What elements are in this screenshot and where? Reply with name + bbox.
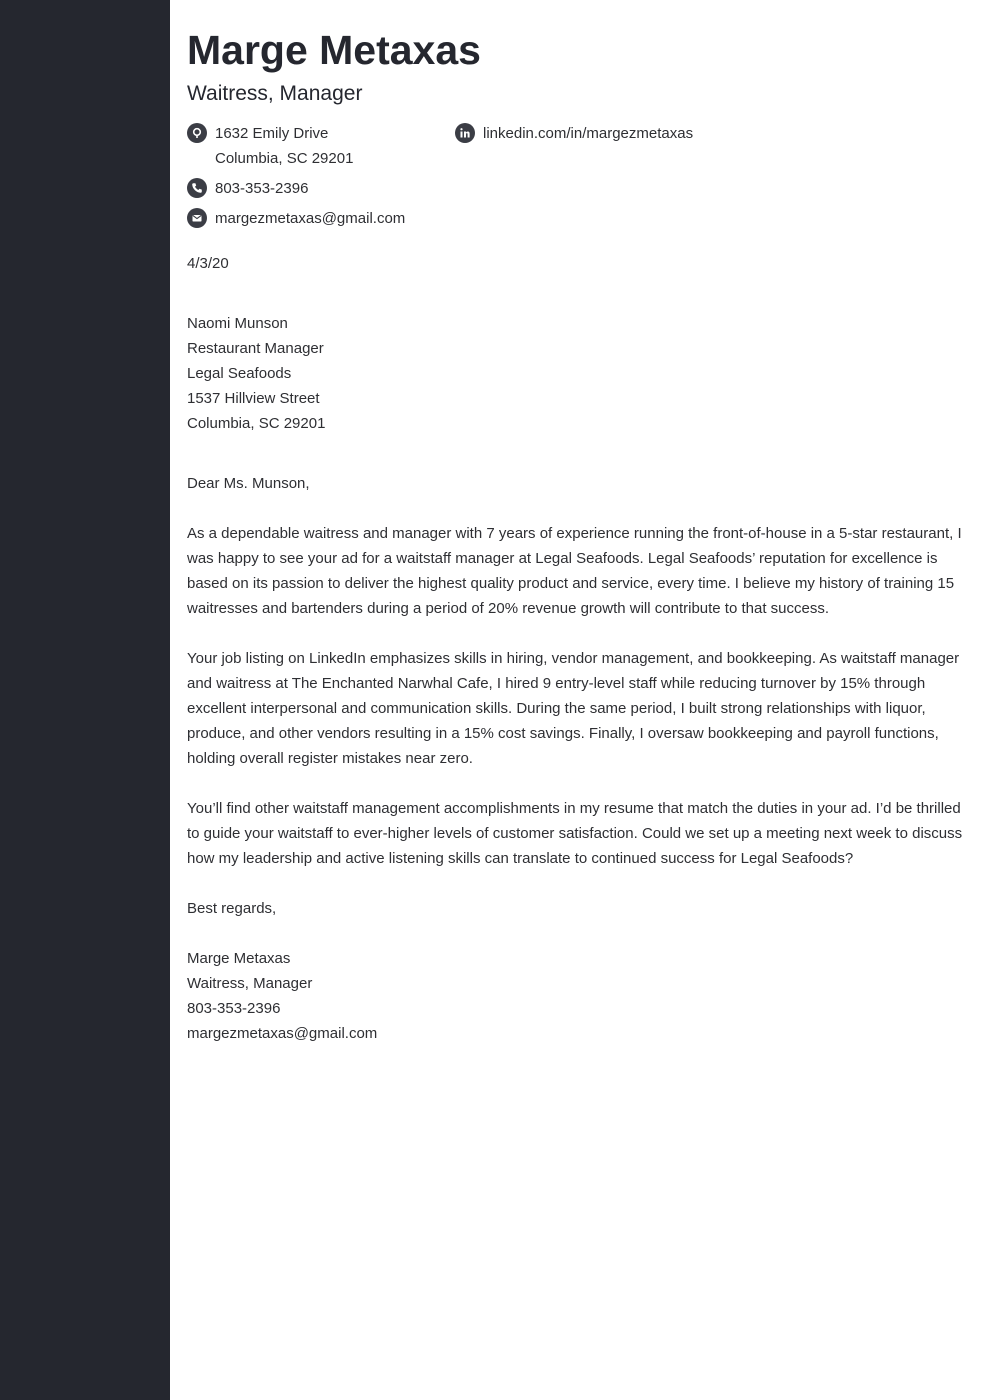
recipient-block: [187, 311, 325, 436]
recipient-street: 1537 Hillview Street: [187, 390, 320, 407]
recipient-city: Columbia, SC 29201: [187, 415, 326, 432]
location-icon: [187, 123, 207, 143]
email-link[interactable]: margezmetaxas@gmail.com: [215, 210, 406, 227]
letter-date: 4/3/20: [187, 255, 229, 272]
signature-email: margezmetaxas@gmail.com: [187, 1025, 378, 1042]
recipient-name: Naomi Munson: [187, 315, 288, 332]
recipient-role: Restaurant Manager: [187, 340, 324, 357]
address-text: [215, 121, 353, 171]
contact-address: [187, 121, 353, 171]
contact-linkedin[interactable]: [455, 121, 693, 146]
email-icon: [187, 208, 207, 228]
linkedin-icon: [455, 123, 475, 143]
applicant-name: Marge Metaxas: [187, 27, 481, 73]
contact-email[interactable]: [187, 206, 405, 231]
signature-block: [187, 946, 377, 1046]
address-line-2: Columbia, SC 29201: [215, 150, 354, 167]
letter-paragraph: As a dependable waitress and manager with 7 years of experience running the front-of-house in a 5-star restaurant, I was happy to see your ad for a waitstaff manager at Legal Seafoods. Legal Seafoods’ reputation for excellence is based on its passion to deliver the highest quality product and service, every time. I believe my history of training 15 waitresses and bartenders during a period of 20% revenue growth will contribute to that success.: [187, 525, 962, 617]
left-sidebar-band: [0, 0, 170, 1400]
letter-paragraph: Your job listing on LinkedIn emphasizes skills in hiring, vendor management, and bookkeeping. As waitstaff manager and waitress at The Enchanted Narwhal Cafe, I hired 9 entry-level staff while reducing turnover by 15% through excellent interpersonal and communication skills. During the same period, I built strong relationships with liquor, produce, and other vendors resulting in a 15% cost savings. Finally, I oversaw bookkeeping and payroll functions, holding overall register mistakes near zero.: [187, 650, 960, 767]
closing: Best regards,: [187, 900, 277, 917]
applicant-title: Waitress, Manager: [187, 82, 363, 105]
signature-phone: 803-353-2396: [187, 1000, 281, 1017]
contact-phone: [187, 176, 308, 201]
recipient-company: Legal Seafoods: [187, 365, 292, 382]
address-line-1: 1632 Emily Drive: [215, 125, 329, 142]
phone-text: 803-353-2396: [215, 180, 309, 197]
salutation: Dear Ms. Munson,: [187, 475, 310, 492]
signature-name: Marge Metaxas: [187, 950, 291, 967]
phone-icon: [187, 178, 207, 198]
letter-paragraph: You’ll find other waitstaff management accomplishments in my resume that match the duties in your ad. I’d be thrilled to guide your waitstaff to ever-higher levels of customer satisfaction. Could we set up a meeting next week to discuss how my leadership and active listening skills can translate to continued success for Legal Seafoods?: [187, 800, 963, 867]
signature-title: Waitress, Manager: [187, 975, 313, 992]
linkedin-link[interactable]: linkedin.com/in/margezmetaxas: [483, 125, 694, 142]
